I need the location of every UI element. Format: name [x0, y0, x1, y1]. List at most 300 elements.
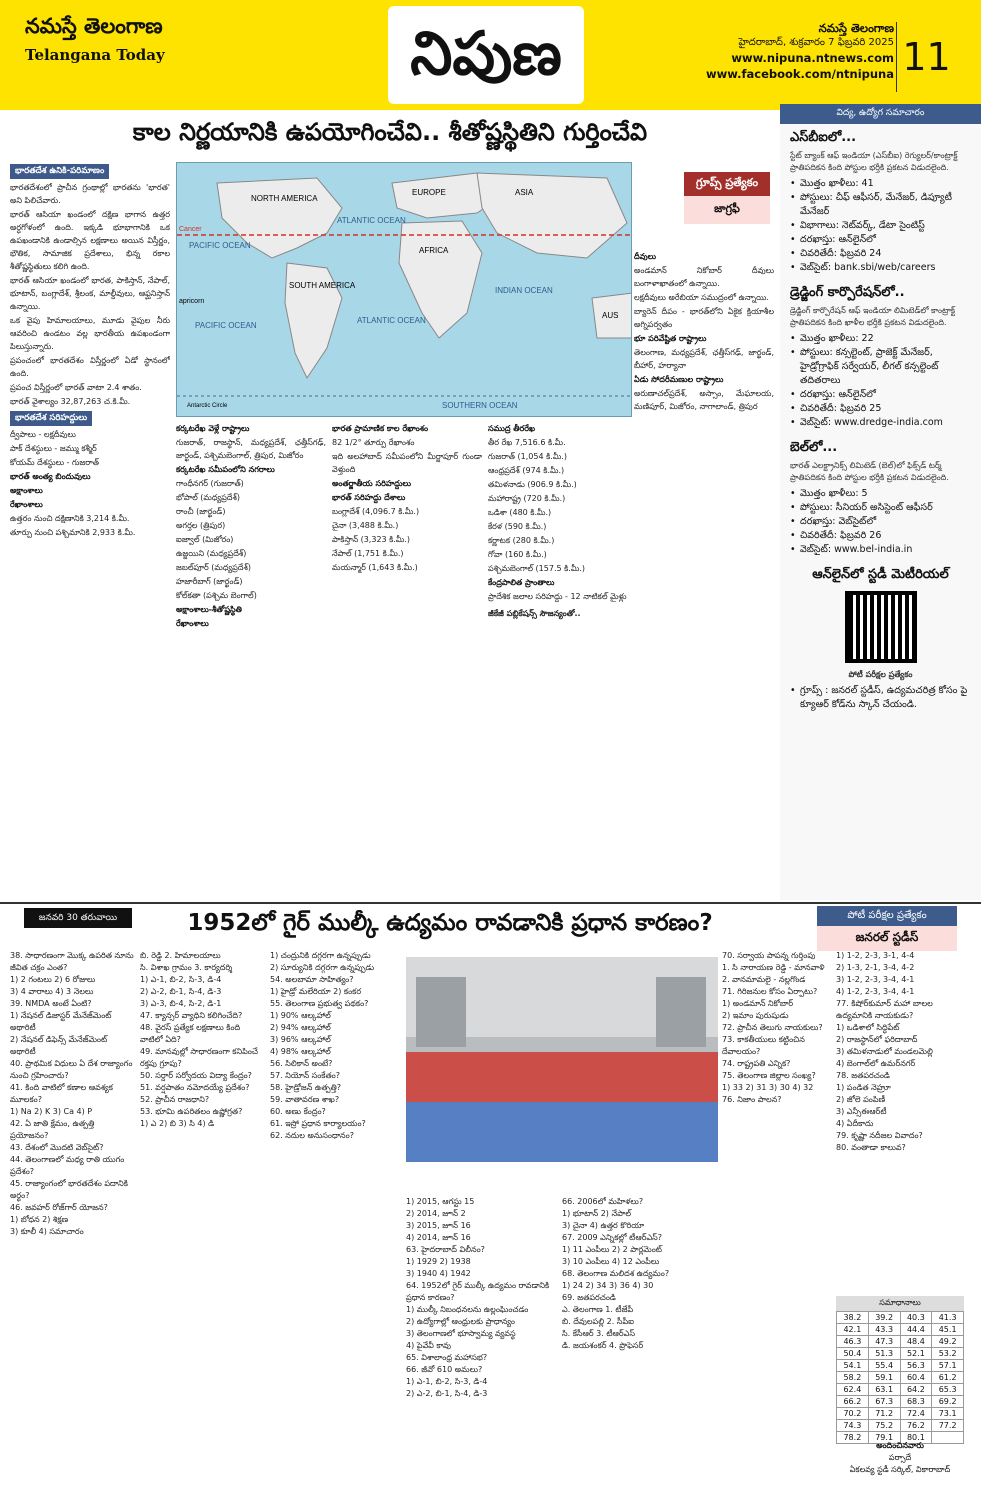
quiz-line: 3) తమిళనాడులో మండలమెల్లి [836, 1047, 933, 1056]
quiz-column-1 [10, 950, 134, 1495]
answer-cell: 68.3 [900, 1396, 932, 1408]
quiz-line: 1) చంద్రునికి దగ్గరగా ఉన్నప్పుడు [270, 951, 371, 960]
quiz-line: 3) తెలంగాణలో భూస్వామ్య వ్యవస్థ [406, 1329, 516, 1338]
quiz-line: 56. సిలికాన్ అంటే? [270, 1059, 333, 1068]
map-label: SOUTH AMERICA [289, 281, 356, 290]
answer-row [837, 1348, 964, 1360]
answer-cell: 52.1 [900, 1348, 932, 1360]
quiz-line: 1) బోధన 2) శిక్షణ [10, 1215, 69, 1224]
map-label: NORTH AMERICA [251, 194, 318, 203]
notice-desc: డ్రెడ్జింగ్ కార్పొరేషన్ ఆఫ్ ఇండియా లిమిటెడ్‌లో కాంట్రాక్ట్ ప్రాతిపదికన కింది ఖాళీల భర్తీకి ప్రకటన విడుదలైంది. [790, 306, 956, 327]
answer-cell: 71.2 [868, 1408, 900, 1420]
subheading: భారత్ అంత్య బిందువులు [10, 472, 91, 481]
quiz-line: 2) రాజస్థాన్‌లో ఫరిదాబాద్ [836, 1035, 918, 1044]
exam-item: • గ్రూప్స్ : జనరల్ స్టడీస్, ఉద్యమచరిత్ర కోసం పై క్యూఆర్ కోడ్‌ను స్కాన్ చేయండి. [790, 684, 971, 712]
notice-title: డ్రెడ్జింగ్ కార్పొరేషన్‌లో.. [790, 285, 905, 300]
quiz-line: 40. ప్రాథమిక విధులు ఏ దేశ రాజ్యాంగం నుంచి గ్రహించారు? [10, 1059, 133, 1080]
quiz-line: 48. వైరస్ ప్రత్యేక లక్షణాలు కింది వాటిలో ఏది? [140, 1023, 241, 1044]
paragraph: భారతదేశంలో ప్రాచీన గ్రంథాల్లో భారతను 'భారత' అని పిలిచేవారు. [10, 183, 170, 205]
study-material [780, 567, 981, 712]
answer-cell: 61.2 [932, 1372, 964, 1384]
answer-cell: 39.2 [868, 1312, 900, 1324]
list-item: గాంధీనగర్ (గుజరాత్) [176, 479, 244, 488]
quiz-line: బి. దేవులపల్లి 2. సీపీఐ [562, 1317, 634, 1326]
subheading: కర్కటరేఖ వెళ్లే రాష్ట్రాలు [176, 424, 250, 433]
quiz-line: 3) ఎ-3, బి-4, సి-2, డి-1 [140, 999, 222, 1008]
notice-item: • దరఖాస్తు: ఆన్‌లైన్‌లో [790, 233, 971, 247]
subheading: భూ పరివేష్టిత రాష్ట్రాలు [634, 334, 707, 343]
list-item: హజారీబాగ్ (జార్ఖండ్) [176, 577, 243, 586]
answer-row [837, 1408, 964, 1420]
map-label: PACIFIC OCEAN [195, 321, 257, 330]
map-label: AFRICA [419, 246, 449, 255]
answer-cell: 56.3 [900, 1360, 932, 1372]
quiz-line: 2) జోలె పంపిణీ [836, 1095, 886, 1104]
answer-cell: 77.2 [932, 1420, 964, 1432]
masthead-title: నిపుణ [388, 6, 584, 104]
quiz-line: 75. తెలంగాణ జిల్లాల సంఖ్య? [722, 1071, 816, 1080]
main-headline: కాల నిర్ణయానికి ఉపయోగించేవి.. శీతోష్ణస్థితిని గుర్తించేవి [132, 118, 648, 146]
quiz-line: 61. ఇస్రో ప్రధాన కార్యాలయం? [270, 1119, 366, 1128]
answer-row [837, 1336, 964, 1348]
subheading: భారత ప్రామాణిక కాల రేఖాంశం [332, 424, 429, 433]
paragraph: భారత్ వైశాల్యం 32,87,263 చ.కి.మీ. [10, 397, 131, 406]
quiz-line: 1) 11 ఎంపీలు 2) 2 పార్లమెంట్ [562, 1245, 662, 1254]
notice-item: • పోస్టులు: కన్సల్టెంట్, ప్రాజెక్ట్ మేనేజర్, హైడ్రోగ్రాఫిక్ సర్వేయర్, లీగల్ కన్సల్టెంట్ తదితరాలు [790, 346, 971, 388]
quiz-line: 74. రాష్ట్రపతి ఎన్నిక? [722, 1059, 791, 1068]
quiz-line: 2) సూర్యునికి దగ్గరగా ఉన్నప్పుడు [270, 963, 375, 972]
article-column-5 [634, 250, 774, 890]
quiz-line: 1) హైడ్రో మలేరియా 2) కంకర [270, 987, 362, 996]
paragraph: అరుణాచల్‌ప్రదేశ్, అస్సాం, మేఘాలయ, మణిపూర్, మిజోరం, నాగాలాండ్, త్రిపుర [634, 389, 774, 411]
quiz-headline: 1952లో గైర్ ముల్కీ ఉద్యమం రావడానికి ప్రధాన కారణం? [187, 910, 713, 936]
answer-cell: 40.3 [900, 1312, 932, 1324]
article-column-1 [10, 162, 170, 892]
answer-row [837, 1420, 964, 1432]
quiz-line: బి. రెడ్డి 2. హిమాలయాలు [140, 951, 221, 960]
quiz-line: 2. వానమామలై - నల్లగొండ [722, 975, 806, 984]
answer-cell: 42.1 [837, 1324, 869, 1336]
answer-cell: 51.3 [868, 1348, 900, 1360]
quiz-line: 38. సాధారణంగా మొక్క ఉపరిత నూను జీవిత చక్రం ఎంత? [10, 951, 134, 972]
quiz-badge-bottom: జనరల్ స్టడీస్ [817, 926, 957, 951]
sbi-notice [780, 130, 981, 275]
map-label: ASIA [515, 188, 534, 197]
paragraph: 82 1/2° తూర్పు రేఖాంశం [332, 438, 415, 447]
list-item: గుజరాత్ (1,054 కి.మీ.) [488, 452, 567, 461]
answer-row [837, 1372, 964, 1384]
group-special-badge [684, 172, 770, 242]
quiz-column-2 [140, 950, 264, 1495]
quiz-line: 41. కింది వాటిలో కణాల ఆవశ్యక మూలకం? [10, 1083, 113, 1104]
quiz-line: 3) 4 వారాలు 4) 3 నెలలు [10, 987, 94, 996]
author-heading: అందించినవారు [876, 1441, 924, 1450]
map-label: SOUTHERN OCEAN [442, 401, 518, 410]
answer-cell: 64.2 [900, 1384, 932, 1396]
quiz-line: 47. క్యాన్సర్ వ్యాధిని కలిగించేది? [140, 1011, 243, 1020]
quiz-line: 77. కిషోర్‌కుమార్ మహా బాలల ఉద్యమానికి నాయకుడు? [836, 999, 933, 1020]
answer-row [837, 1324, 964, 1336]
quiz-line: 42. ఏ జాతి క్షేమం, ఉత్పత్తి ప్రయోజనం? [10, 1119, 95, 1140]
quiz-line: 57. నియోన్ సంకేతం? [270, 1071, 340, 1080]
protest-photo [406, 957, 718, 1190]
brand-logo [25, 14, 265, 64]
quiz-line: 3) కూలీ 4) సమాచారం [10, 1227, 84, 1236]
quiz-line: 2) ఉద్యోగాల్లో ఆంధ్రులకు ప్రాధాన్యం [406, 1317, 515, 1326]
quiz-column-4 [406, 1196, 556, 1496]
quiz-line: 73. కాకతీయులు కట్టించిన దేవాలయం? [722, 1035, 805, 1056]
quiz-line: 1) ఎ-1, బి-2, సి-3, డి-4 [140, 975, 222, 984]
quiz-line: 1) ఎ-1, బి-2, సి-3, డి-4 [406, 1377, 488, 1386]
paragraph: ఒక వైపు హిమాలయాలు, మూడు వైపుల నీరు ఆవరించి ఉండటం వల్ల భారతీయ ఉపఖండంగా పిలుస్తున్నారు. [10, 316, 170, 351]
notice-website-link[interactable]: • వెబ్‌సైట్: www.dredge-india.com [790, 416, 971, 430]
quiz-line: 62. నదుల అనుసంధానం? [270, 1131, 354, 1140]
answers-table [836, 1296, 964, 1444]
answer-cell: 59.1 [868, 1372, 900, 1384]
map-label: INDIAN OCEAN [495, 286, 553, 295]
quiz-line: 1. సి నారాయణ రెడ్డి - మానవాళి [722, 963, 825, 972]
answer-cell: 47.3 [868, 1336, 900, 1348]
quiz-line: 39. NMDA అంటే ఏంటి? [10, 999, 92, 1008]
answer-cell: 60.4 [900, 1372, 932, 1384]
list-item: కర్ణాటక (280 కి.మీ.) [488, 536, 555, 545]
quiz-line: 58. హైడ్రోజన్ ఉత్పత్తి? [270, 1083, 342, 1092]
quiz-line: 70. సర్వాయ పాపన్న గుర్తింపు [722, 951, 816, 960]
list-item: మయన్మార్ (1,643 కి.మీ.) [332, 563, 418, 572]
subheading: రేఖాంశాలు [10, 500, 43, 509]
list-item: ఆంధ్రప్రదేశ్ (974 కి.మీ.) [488, 466, 565, 475]
map-label: Antarctic Circle [187, 403, 228, 409]
paragraph: తెలంగాణ, మధ్యప్రదేశ్, ఛత్తీస్‌గఢ్, జార్ఖండ్, బీహార్, హర్యానా [634, 348, 774, 370]
quiz-column-3 [270, 950, 400, 1495]
list-item: ఉజ్జయిని (మధ్యప్రదేశ్) [176, 549, 247, 558]
answer-cell: 48.4 [900, 1336, 932, 1348]
answer-cell: 78.2 [837, 1432, 869, 1444]
author-org: ఏకలవ్య స్టడీ సర్కిల్, వికారాబాద్ [849, 1465, 951, 1474]
subheading: అక్షాంశాలు [10, 486, 43, 495]
article-column-4 [488, 422, 628, 892]
answer-cell: 74.3 [837, 1420, 869, 1432]
quiz-line: 2) నేషనల్ డిఫెన్స్ మేనేజ్‌మెంట్ అథారిటీ [10, 1035, 108, 1056]
quiz-line: 1) Na 2) K 3) Ca 4) P [10, 1107, 93, 1116]
paragraph: పాక్ దేశస్థులు - జమ్ము కశ్మీర్ [10, 444, 97, 453]
answer-cell: 63.1 [868, 1384, 900, 1396]
quiz-line: 1) 24 2) 34 3) 36 4) 30 [562, 1281, 654, 1290]
author-credit [836, 1440, 964, 1476]
quiz-line: 71. గిరిజనుల కోసం ఏర్పాటు? [722, 987, 818, 996]
notice-desc: భారత్ ఎలక్ట్రానిక్స్ లిమిటెడ్ (బెల్)లో ఫిక్స్‌డ్ టర్మ్ ప్రాతిపదికన కింది పోస్టుల భర్తీకి ప్రకటన విడుదలైంది. [790, 461, 949, 482]
quiz-badge [817, 906, 957, 951]
page-number: 11 [896, 22, 956, 92]
paragraph: భారత్ ఆసియా ఖండంలో భారత, పాకిస్తాన్, నేపాల్, భూటాన్, బంగ్లాదేశ్, శ్రీలంక, మాల్దీవులు, ఆఫ్ఘనిస్తాన్ ఉన్నాయి. [10, 276, 170, 311]
notice-item: • పోస్టులు: సీనియర్ అసిస్టెంట్ ఆఫీసర్ [790, 501, 971, 515]
article-column-3 [332, 422, 482, 892]
answer-cell: 44.4 [900, 1324, 932, 1336]
quiz-line: 1) 90% ఆల్కహాల్ [270, 1011, 331, 1020]
quiz-line: 66. 2006లో మహిళలు? [562, 1197, 644, 1206]
quiz-column-6 [722, 950, 830, 1495]
list-item: చైనా (3,488 కి.మీ.) [332, 521, 399, 530]
header-url[interactable]: www.nipuna.ntnews.com [731, 51, 894, 66]
answer-cell: 46.3 [837, 1336, 869, 1348]
paragraph: బ్యారెన్ దీపం - భారత్‌లోని ఏకైక క్రియాశీల అగ్నిపర్వతం [634, 307, 774, 329]
answer-cell: 72.4 [900, 1408, 932, 1420]
subheading: దీవులు [634, 252, 657, 261]
paragraph: లక్షదీవులు అరేబియా సముద్రంలో ఉన్నాయి. [634, 293, 769, 302]
list-item: జబల్‌పూర్ (మధ్యప్రదేశ్) [176, 563, 251, 572]
notice-item: • చివరితేదీ: ఫిబ్రవరి 24 [790, 247, 971, 261]
quiz-line: 1) పండిత నెహ్రూ [836, 1083, 891, 1092]
answer-cell: 75.2 [868, 1420, 900, 1432]
quiz-line: 65. విశాలాంధ్ర మహాసభ? [406, 1353, 488, 1362]
map-label: Cancer [179, 226, 202, 233]
qr-code[interactable] [845, 591, 917, 663]
world-map [176, 162, 632, 417]
quiz-line: 68. తెలంగాణ మలిదశ ఉద్యమం? [562, 1269, 670, 1278]
answers-heading: సమాధానాలు [836, 1296, 964, 1311]
paragraph: ప్రపంచంలో భారతదేశం విస్తీర్ణంలో ఏడో స్థానంలో ఉంది. [10, 356, 170, 378]
quiz-line: 54. అలబామా సాహిత్యం? [270, 975, 354, 984]
quiz-line: 51. వర్షపాతం నమోదయ్యే ప్రదేశం? [140, 1083, 250, 1092]
notice-website-link[interactable]: • వెబ్‌సైట్: www.bel-india.in [790, 543, 971, 557]
paragraph: కోయమ్ దేశస్థులు - గుజరాత్ [10, 458, 100, 467]
header-info [672, 20, 894, 82]
notice-item: • దరఖాస్తు: ఆన్‌లైన్‌లో [790, 388, 971, 402]
quiz-line: 49. మానవుల్లో సాధారణంగా కనిపించే రక్తపు గ్రూపు? [140, 1047, 258, 1068]
list-item: కేరళ (590 కి.మీ.) [488, 522, 547, 531]
list-item: అగర్తల (త్రిపుర) [176, 521, 226, 530]
quiz-line: 4) 2014, జూన్ 16 [406, 1233, 471, 1242]
jobs-sidebar [780, 104, 981, 900]
answer-row [837, 1384, 964, 1396]
answer-cell: 73.1 [932, 1408, 964, 1420]
quiz-line: 52. ప్రాచీన రాజధాని? [140, 1095, 210, 1104]
dredging-notice [780, 285, 981, 430]
list-item: బంగ్లాదేశ్ (4,096.7 కి.మీ.) [332, 507, 420, 516]
quiz-line: 67. 2009 ఎన్నికల్లో టీఆర్‌ఎస్? [562, 1233, 663, 1242]
quiz-line: 64. 1952లో గైర్ ముల్కీ ఉద్యమం రావడానికి ప్రధాన కారణం? [406, 1281, 550, 1302]
quiz-line: 59. వాతావరణ శాఖ? [270, 1095, 340, 1104]
paragraph: ద్వీపాలు - లక్షదీవులు [10, 430, 76, 439]
answer-cell: 66.2 [837, 1396, 869, 1408]
paragraph: గుజరాత్, రాజస్థాన్, మధ్యప్రదేశ్, ఛత్తీస్‌గఢ్, జార్ఖండ్, పశ్చిమబెంగాల్, త్రిపుర, మిజోరం [176, 438, 326, 460]
quiz-line: 66. జీవో 610 అమలు? [406, 1365, 483, 1374]
quiz-badge-top: పోటీ పరీక్షల ప్రత్యేకం [817, 906, 957, 926]
list-item: భోపాల్ (మధ్యప్రదేశ్) [176, 493, 240, 502]
bel-notice [780, 440, 981, 557]
list-item: కోల్‌కతా (పశ్చిమ బెంగాల్) [176, 591, 257, 600]
answer-cell: 80.1 [900, 1432, 932, 1444]
quiz-line: డి. జయశంకర్ 4. ప్రొఫెసర్ [562, 1341, 644, 1350]
quiz-line: 3) 2015, జూన్ 16 [406, 1221, 471, 1230]
paragraph: భారత్ ఆసియా ఖండంలో దక్షిణ భాగాన ఉత్తర అర్ధగోళంలో ఉంది. ఇక్కడి భూభాగానికి ఒక ఉపఖండానికి ఉండాల్సిన లక్షణాలు అయిన విస్తీర్ణం, భౌతిక, సామాజిక ప్రదేశాలు, భిన్న రకాల శీతోష్ణస్థితులు కలిగి ఉంది. [10, 210, 170, 271]
quiz-column-5 [562, 1196, 712, 1496]
quiz-line: 3) ఎన్సీఈఆర్‌టీ [836, 1107, 887, 1116]
quiz-line: 60. అణు కేంద్రం? [270, 1107, 326, 1116]
quiz-line: 3) 10 ఎంపీలు 4) 12 ఎంపీలు [562, 1257, 660, 1266]
quiz-line: 3) 96% ఆల్కహాల్ [270, 1035, 331, 1044]
answer-cell: 57.1 [932, 1360, 964, 1372]
answer-cell: 38.2 [837, 1312, 869, 1324]
list-item: పశ్చిమబెంగాల్ (157.5 కి.మీ.) [488, 564, 585, 573]
paragraph: ప్రాదేశిక జలాల సరిహద్దు - 12 నాటికల్ మైళ్లు [488, 592, 627, 601]
quiz-line: 2) ఇమాం పురుషుడు [722, 1011, 789, 1020]
answer-cell: 41.3 [932, 1312, 964, 1324]
quiz-line: 1) 33 2) 31 3) 30 4) 32 [722, 1083, 814, 1092]
continuation-tag: జనవరి 30 తరువాయి [24, 908, 132, 928]
header-facebook[interactable]: www.facebook.com/ntnipuna [705, 67, 894, 82]
quiz-line: 4) ఏదీకాదు [836, 1119, 874, 1128]
map-label: PACIFIC OCEAN [189, 241, 251, 250]
notice-item: • చివరితేదీ: ఫిబ్రవరి 25 [790, 402, 971, 416]
brand-english: Telangana Today [25, 46, 165, 64]
quiz-line: 78. జతపరచండి [836, 1071, 890, 1080]
quiz-line: ఎ. తెలంగాణ 1. టీజేపీ [562, 1305, 634, 1314]
quiz-line: 1) నేషనల్ డిజాస్టర్ మేనేజ్‌మెంట్ అథారిటీ [10, 1011, 112, 1032]
quiz-line: 69. జతపరచండి [562, 1293, 616, 1302]
quiz-line: 2) 1-3, 2-1, 3-4, 4-2 [836, 963, 915, 972]
subheading: రేఖాంశాలు [176, 619, 209, 628]
map-label: EUROPE [412, 188, 446, 197]
quiz-line: 1) ఒడిశాలో సిద్ధిపేట్ [836, 1023, 900, 1032]
notice-title: ఎస్‌బీఐలో... [790, 130, 857, 145]
quiz-line: 46. జవహర్ రోజ్‌గార్ యోజన? [10, 1203, 108, 1212]
quiz-line: 80. వంతాడా కాలువ? [836, 1143, 906, 1152]
notice-item: • చివరితేదీ: ఫిబ్రవరి 26 [790, 529, 971, 543]
quiz-line: 2) ఎ-2, బి-1, సి-4, డి-3 [140, 987, 222, 996]
notice-title: బెల్‌లో... [790, 440, 838, 455]
paragraph: ఇది అలహాబాద్ సమీపంలోని మీర్జాపూర్ గుండా వెళ్తుంది [332, 452, 482, 474]
subheading: కేంద్రపాలిత ప్రాంతాలు [488, 578, 555, 587]
paragraph: ప్రపంచ విస్తీర్ణంలో భారత్ వాటా 2.4 శాతం. [10, 383, 142, 392]
quiz-line: 1) భూటాన్ 2) నేపాల్ [562, 1209, 632, 1218]
author-name: పర్సాదే [888, 1453, 912, 1462]
quiz-column-7 [836, 950, 966, 1290]
notice-item: • మొత్తం ఖాళీలు: 41 [790, 177, 971, 191]
list-item: తమిళనాడు (906.9 కి.మీ.) [488, 480, 577, 489]
quiz-line: 63. హైదరాబాద్ విలీనం? [406, 1245, 485, 1254]
badge-bottom: జాగ్రఫీ [684, 196, 770, 224]
quiz-line: 1) 2015, ఆగస్టు 15 [406, 1197, 475, 1206]
badge-top: గ్రూప్స్ ప్రత్యేకం [684, 172, 770, 196]
answer-cell: 76.2 [900, 1420, 932, 1432]
header-date: హైదరాబాద్, శుక్రవారం 7 ఫిబ్రవరి 2025 [738, 37, 894, 49]
online-study-title: ఆన్‌లైన్‌లో స్టడీ మెటీరియల్ [812, 567, 949, 582]
list-item: ఐజ్వాల్ (మిజోరం) [176, 535, 234, 544]
answer-cell: 70.2 [837, 1408, 869, 1420]
map-label: apricorn [179, 298, 205, 305]
quiz-line: 53. భూమి ఉపరితలం ఉష్ణోగ్రత? [140, 1107, 243, 1116]
quiz-line: 50. సర్దార్ సర్వోదయ విద్యా కేంద్రం? [140, 1071, 252, 1080]
notice-item: • విభాగాలు: నెట్‌వర్క్, డేటా సైంటిస్ట్ [790, 219, 971, 233]
map-label: AUS [602, 311, 619, 320]
quiz-line: 3) చైనా 4) ఉత్తర కొరియా [562, 1221, 645, 1230]
quiz-line: 4) బెంగాల్‌లో ఉమర్‌నగర్ [836, 1059, 916, 1068]
answer-cell: 69.2 [932, 1396, 964, 1408]
answer-cell: 43.3 [868, 1324, 900, 1336]
notice-desc: స్టేట్ బ్యాంక్ ఆఫ్ ఇండియా (ఎస్‌బీఐ) రెగ్యులర్/కాంట్రాక్ట్ ప్రాతిపదికన కింది పోస్టుల భర్తీకి ప్రకటన విడుదలైంది. [790, 151, 958, 172]
notice-item: • మొత్తం ఖాళీలు: 5 [790, 487, 971, 501]
answer-cell: 54.1 [837, 1360, 869, 1372]
sidebar-header: విద్య, ఉద్యోగ సమాచారం [780, 104, 981, 124]
answer-row [837, 1312, 964, 1324]
section-tag: భారతదేశ సరిహద్దులు [10, 411, 92, 426]
quiz-line: 1) అండమాన్ నికోబార్ [722, 999, 794, 1008]
quiz-line: 1) 1-2, 2-3, 3-1, 4-4 [836, 951, 915, 960]
quiz-line: 2) ఎ-2, బి-1, సి-4, డి-3 [406, 1389, 488, 1398]
answer-row [837, 1360, 964, 1372]
list-item: గోవా (160 కి.మీ.) [488, 550, 547, 559]
map-label: ATLANTIC OCEAN [337, 216, 406, 225]
paragraph: తూర్పు నుంచి పశ్చిమానికి 2,933 కి.మీ. [10, 528, 136, 537]
list-item: ఒడిశా (480 కి.మీ.) [488, 508, 552, 517]
quiz-line: 2) 2014, జూన్ 2 [406, 1209, 466, 1218]
subheading: భారత్ సరిహద్దు దేశాలు [332, 493, 406, 502]
answer-cell: 50.4 [837, 1348, 869, 1360]
subheading: అంతర్జాతీయ సరిహద్దులు [332, 479, 411, 488]
section-tag: భారతదేశ ఉనికి-పరిమాణం [10, 164, 109, 179]
answer-cell: 79.1 [868, 1432, 900, 1444]
answer-cell: 65.3 [932, 1384, 964, 1396]
answer-cell: 58.2 [837, 1372, 869, 1384]
article-column-2 [176, 422, 326, 892]
subheading: సముద్ర తీరరేఖ [488, 424, 536, 433]
subheading: అక్షాంశాలు-శీతోష్ణస్థితి [176, 605, 242, 614]
quiz-line: సి. కేసీఆర్ 3. టీఆర్‌ఎస్ [562, 1329, 635, 1338]
answer-cell: 62.4 [837, 1384, 869, 1396]
subheading: కర్కటరేఖ సమీపంలోని నగరాలు [176, 465, 275, 474]
answer-cell: 67.3 [868, 1396, 900, 1408]
map-label: ATLANTIC OCEAN [357, 316, 426, 325]
quiz-line: 1) 1929 2) 1938 [406, 1257, 471, 1266]
quiz-line: 4) 1-2, 2-3, 3-4, 4-1 [836, 987, 915, 996]
answer-cell: 45.1 [932, 1324, 964, 1336]
image-credit: జీకేజీ పబ్లికేషన్స్ సౌజన్యంతో.. [488, 609, 581, 618]
quiz-line: 76. నిజాం పాలన? [722, 1095, 782, 1104]
paragraph: తీర రేఖ 7,516.6 కి.మీ. [488, 438, 566, 447]
subheading: ఏడు సోదరీమణుల రాష్ట్రాలు [634, 375, 724, 384]
quiz-line: 44. తెలంగాణలో మధ్య రాతి యుగం ప్రదేశం? [10, 1155, 125, 1176]
section-divider [0, 902, 981, 904]
quiz-line: 3) 1-2, 2-3, 3-4, 4-1 [836, 975, 915, 984]
quiz-line: 3) 1940 4) 1942 [406, 1269, 471, 1278]
quiz-line: 72. ప్రాచీన తెలుగు నాయకులు? [722, 1023, 823, 1032]
quiz-line: 43. దేశంలో మొదటి వెబ్‌సైట్? [10, 1143, 104, 1152]
notice-item: • మొత్తం ఖాళీలు: 22 [790, 332, 971, 346]
answer-cell: 53.2 [932, 1348, 964, 1360]
answer-cell: 49.2 [932, 1336, 964, 1348]
quiz-line: 45. రాజ్యాంగంలో భారతదేశం పదానికి అర్థం? [10, 1179, 128, 1200]
notice-website-link[interactable]: • వెబ్‌సైట్: bank.sbi/web/careers [790, 261, 971, 275]
quiz-line: 1) ముల్కీ నిబంధనలను ఉల్లంఘించడం [406, 1305, 529, 1314]
list-item: నేపాల్ (1,751 కి.మీ.) [332, 549, 404, 558]
list-item: మహారాష్ట్ర (720 కి.మీ.) [488, 494, 566, 503]
quiz-line: 1) 2 గంటలు 2) 6 రోజులు [10, 975, 96, 984]
answer-row [837, 1396, 964, 1408]
paragraph: అండమాన్ నికోబార్ దీవులు బంగాళాఖాతంలో ఉన్నాయి. [634, 266, 774, 288]
quiz-line: 79. కృష్ణా నదీజల వివాదం? [836, 1131, 923, 1140]
quiz-line: సి. విశాఖ గ్రామం 3. కార్యదర్శి [140, 963, 233, 972]
quiz-line: 2) 94% ఆల్కహాల్ [270, 1023, 331, 1032]
answer-cell: 55.4 [868, 1360, 900, 1372]
quiz-line: 1) ఎ 2) బి 3) సి 4) డి [140, 1119, 215, 1128]
brand-telugu: నమస్తే తెలంగాణ [25, 14, 163, 38]
notice-item: • దరఖాస్తు: వెబ్‌సైట్‌లో [790, 515, 971, 529]
header-brand: నమస్తే తెలంగాణ [818, 21, 894, 35]
quiz-line: 4) 98% ఆల్కహాల్ [270, 1047, 331, 1056]
list-item: రాంచీ (జార్ఖండ్) [176, 507, 226, 516]
quiz-line: 55. తెలంగాణ ప్రభుత్వ పథకం? [270, 999, 369, 1008]
